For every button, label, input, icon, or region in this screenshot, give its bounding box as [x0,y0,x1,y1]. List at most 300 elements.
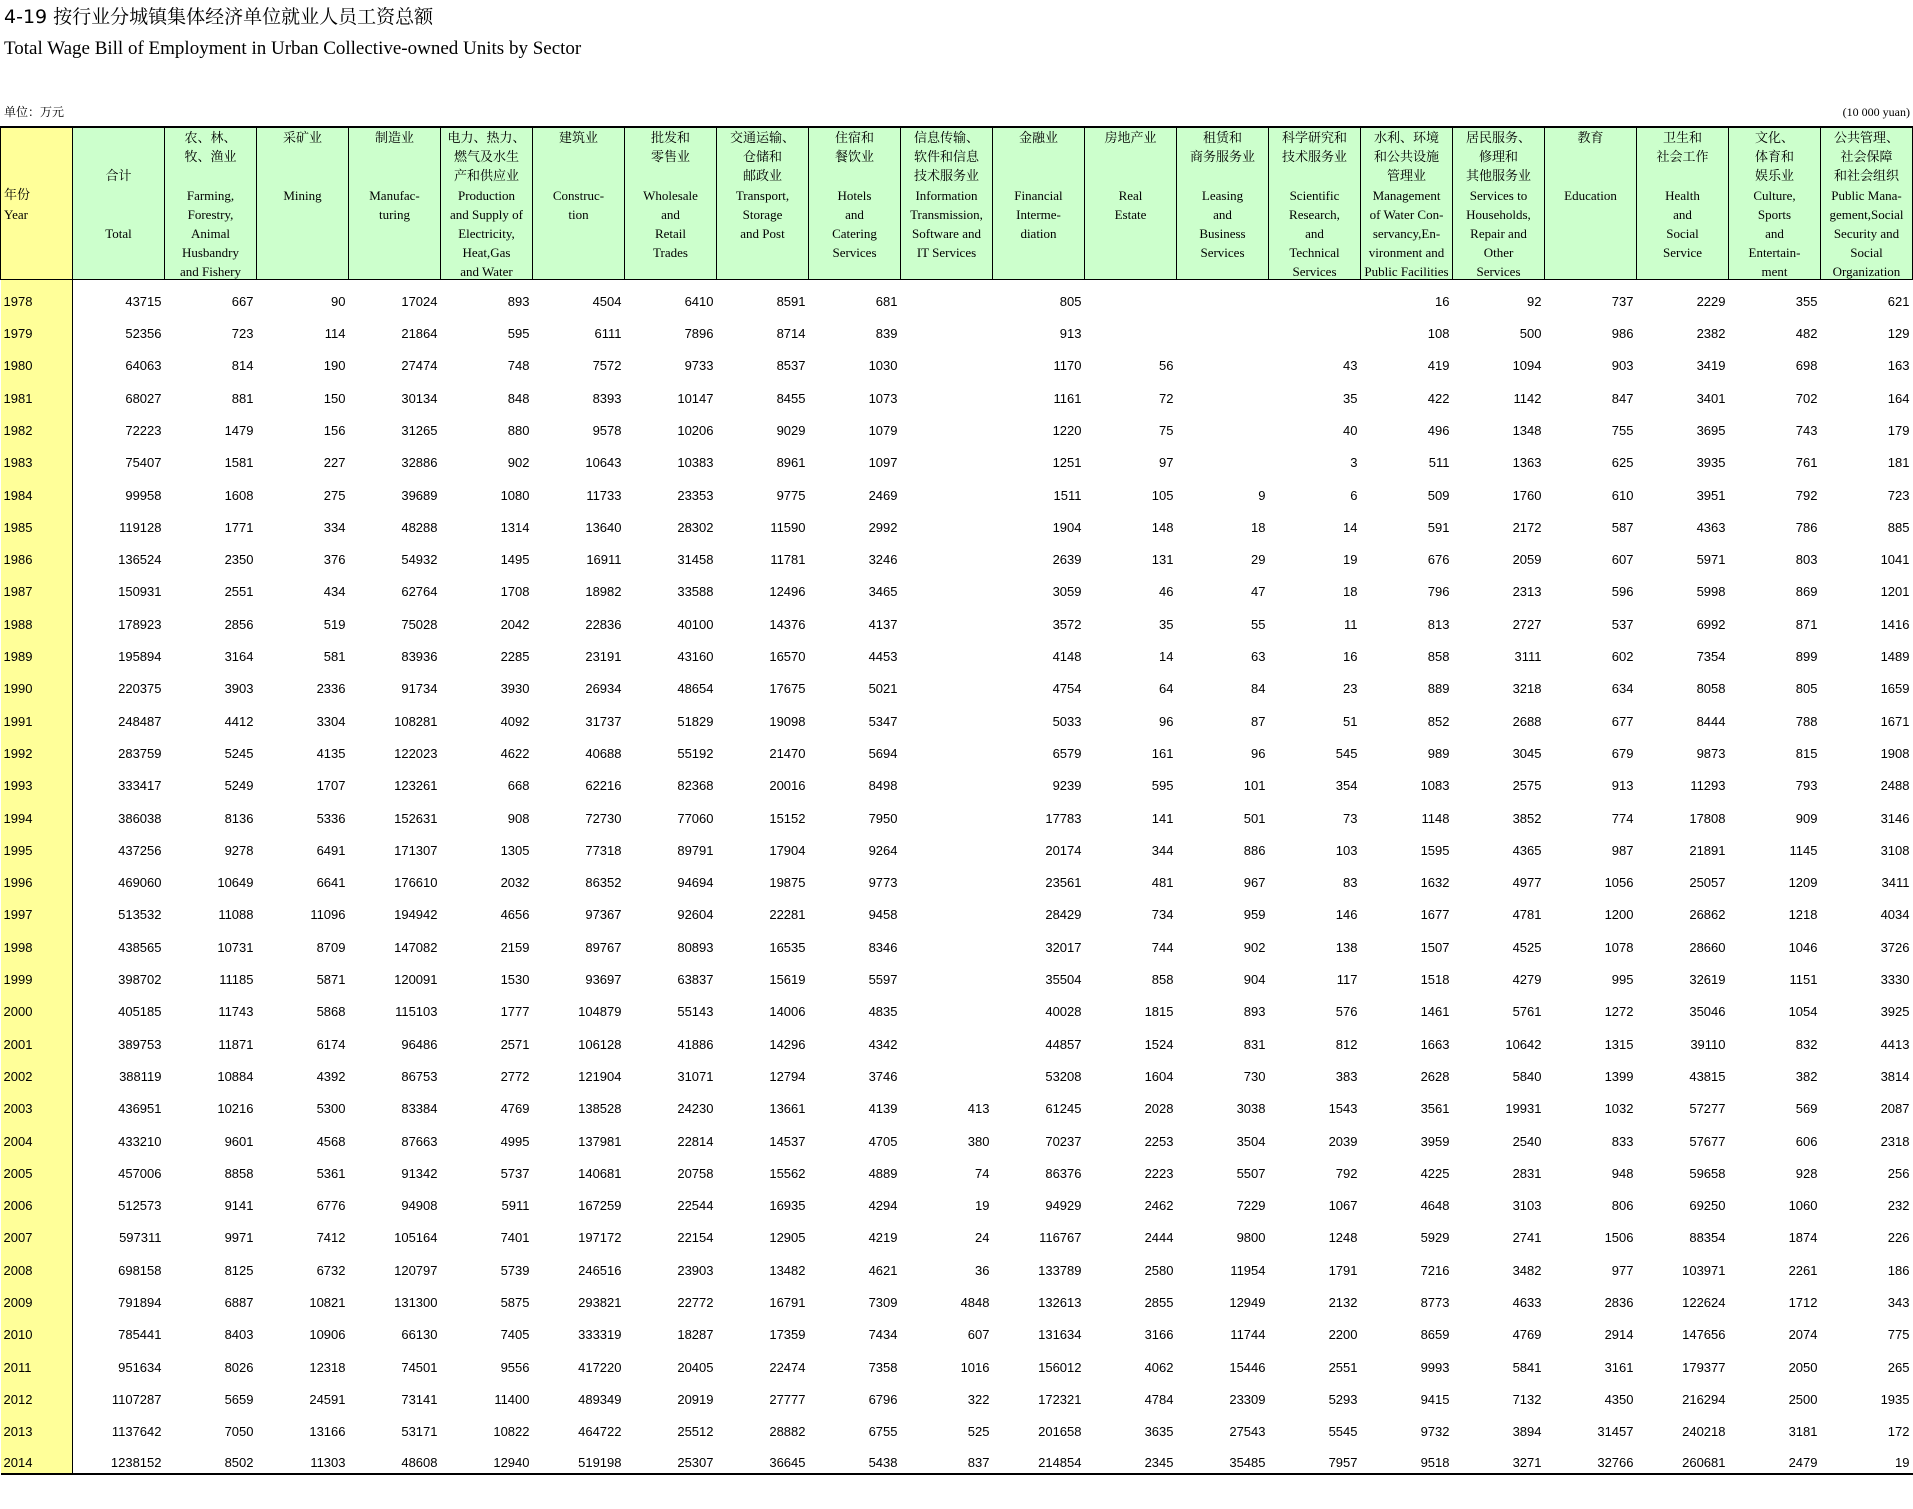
cell-electricity-gas-water: 1314 [500,519,530,535]
cell-education: 1272 [1604,1004,1634,1020]
cell-education: 913 [1611,778,1634,794]
cell-hotels-catering: 1030 [868,358,898,374]
col-header-en-line: Services [832,245,877,260]
cell-information-software [901,1022,993,1054]
cell-scientific-research: 2039 [1328,1133,1358,1149]
cell-total: 436951 [118,1101,162,1117]
table-row [1,1345,1913,1377]
cell-public-management: 3146 [1880,810,1910,826]
cell-public-management: 1041 [1880,552,1910,568]
cell-hotels-catering: 4342 [868,1036,898,1052]
cell-water-environment: 9415 [1420,1391,1450,1407]
cell-electricity-gas-water: 880 [507,422,530,438]
cell-hotels-catering: 7309 [868,1295,898,1310]
table-row [1,602,1913,634]
col-header-box [257,128,348,279]
cell-scientific-research: 83 [1343,875,1358,891]
col-header-box [717,128,808,279]
cell-manufacturing: 171307 [394,842,438,858]
col-header-zh-line: 管理业 [1386,169,1426,184]
cell-financial-intermediation: 9239 [1052,778,1082,794]
cell-construction: 16911 [586,552,622,568]
col-header-zh-label [257,129,348,148]
cell-electricity-gas-water: 5737 [500,1165,530,1181]
cell-construction: 140681 [578,1165,622,1181]
year-cell: 1989 [1,635,73,667]
cell-health-social: 260681 [1637,1442,1729,1474]
cell-education: 4350 [1604,1391,1634,1407]
table-header [1,127,1913,280]
cell-water-environment: 9993 [1420,1359,1450,1375]
col-header-zh-line: 建筑业 [558,131,598,146]
cell-wholesale-retail: 7896 [684,326,714,342]
cell-manufacturing: 75028 [401,616,438,632]
cell-electricity-gas-water: 902 [507,455,530,471]
cell-farming-forestry: 8502 [165,1442,257,1474]
cell-information-software [901,312,993,344]
table-row [1,699,1913,731]
cell-total: 283759 [118,745,162,761]
cell-total: 68027 [125,390,162,406]
col-header-en-line: Construc- [552,188,605,203]
year-cell: 2000 [1,990,73,1022]
cell-hotels-catering: 4835 [868,1004,898,1020]
cell-culture-sports: 1712 [1788,1295,1818,1310]
cell-farming-forestry: 8026 [224,1359,254,1375]
col-header-en-line: and Supply of [450,207,523,222]
cell-hotels-catering: 1073 [868,390,898,406]
cell-culture-sports: 793 [1795,778,1818,794]
col-header-en-line: and Post [740,226,785,241]
cell-public-management: 2488 [1880,778,1910,794]
cell-real-estate: 1524 [1144,1036,1174,1052]
cell-transport-storage-post: 9775 [776,487,806,503]
cell-leasing-business: 831 [1243,1036,1266,1052]
col-header-manufacturing [349,127,441,280]
cell-real-estate: 3166 [1144,1327,1174,1343]
cell-household-services: 2313 [1512,584,1542,600]
col-header-en-line: Software and [912,226,981,241]
cell-wholesale-retail: 9733 [684,358,714,374]
cell-transport-storage-post: 14296 [769,1036,806,1052]
cell-household-services: 92 [1527,293,1542,309]
cell-public-management: 1416 [1880,616,1910,632]
cell-culture-sports: 803 [1795,552,1818,568]
cell-electricity-gas-water: 2159 [500,939,530,955]
cell-public-management: 1935 [1880,1391,1910,1407]
table-row [1,1410,1913,1442]
cell-culture-sports: 702 [1795,390,1818,406]
col-header-en-label [717,186,808,243]
cell-financial-intermediation: 1170 [1053,358,1082,374]
cell-water-environment: 511 [1428,455,1450,471]
cell-hotels-catering: 7950 [868,810,898,826]
cell-information-software: 413 [967,1101,990,1117]
col-header-en-line: Other [1483,245,1514,260]
cell-manufacturing: 115103 [395,1004,438,1020]
cell-household-services: 2059 [1512,552,1542,568]
cell-wholesale-retail: 43160 [677,649,714,665]
table-row [1,1216,1913,1248]
cell-education: 1506 [1604,1230,1634,1246]
cell-construction: 72730 [585,810,622,826]
cell-wholesale-retail: 28302 [677,519,714,535]
col-header-hotels-catering [809,127,901,280]
cell-mining: 2336 [316,681,346,697]
cell-hotels-catering: 1079 [868,422,898,438]
cell-mining: 5300 [316,1101,346,1117]
cell-farming-forestry: 3164 [224,649,254,665]
year-cell: 2002 [1,1055,73,1087]
cell-household-services: 1142 [1513,390,1542,406]
col-header-zh-line: 修理和 [1478,150,1518,165]
cell-scientific-research: 2200 [1328,1327,1358,1343]
col-header-box [993,128,1084,279]
cell-farming-forestry: 8125 [224,1262,254,1278]
cell-mining: 434 [323,584,346,600]
cell-real-estate: 858 [1151,972,1174,988]
cell-transport-storage-post: 13661 [769,1101,806,1117]
cell-wholesale-retail: 23903 [677,1262,714,1278]
cell-real-estate: 4784 [1144,1391,1174,1407]
cell-scientific-research [1269,312,1361,344]
cell-wholesale-retail: 22544 [677,1198,714,1214]
cell-public-management: 164 [1887,390,1910,406]
cell-farming-forestry: 2856 [224,616,254,632]
cell-farming-forestry: 11185 [219,972,254,988]
col-header-en-line: Security and [1833,226,1900,241]
cell-transport-storage-post: 17359 [769,1327,806,1343]
cell-scientific-research: 16 [1343,649,1358,665]
col-header-box [1361,128,1452,279]
col-header-zh-line: 其他服务业 [1465,169,1531,184]
cell-farming-forestry: 1581 [224,455,254,471]
cell-mining: 4568 [316,1133,346,1149]
cell-water-environment: 858 [1427,649,1450,665]
cell-wholesale-retail: 80893 [677,939,714,955]
cell-mining: 10821 [309,1295,346,1310]
cell-health-social: 240218 [1682,1424,1726,1440]
cell-water-environment: 9518 [1361,1442,1453,1474]
cell-electricity-gas-water: 4995 [500,1133,530,1149]
cell-leasing-business: 18 [1251,519,1266,535]
cell-household-services: 5841 [1512,1359,1542,1375]
cell-household-services: 1363 [1512,455,1542,471]
cell-household-services: 2688 [1512,713,1542,729]
cell-education: 1200 [1604,907,1634,923]
col-header-zh-line: 公共管理、 [1833,131,1899,146]
cell-construction: 167259 [578,1198,622,1214]
cell-public-management: 181 [1887,455,1910,471]
cell-education: 596 [1611,584,1634,600]
cell-hotels-catering: 8346 [868,939,898,955]
cell-culture-sports: 2479 [1729,1442,1821,1474]
col-header-box [1729,128,1820,279]
cell-education: 634 [1611,681,1634,697]
cell-hotels-catering: 4219 [868,1230,898,1246]
cell-farming-forestry: 11743 [218,1004,254,1020]
col-header-en-line: Services [1476,264,1521,279]
cell-real-estate: 131 [1151,552,1174,568]
cell-hotels-catering: 1097 [868,455,898,471]
cell-household-services: 4279 [1512,972,1542,988]
cell-public-management: 1659 [1880,681,1910,697]
header-row [1,127,1913,280]
cell-electricity-gas-water: 5875 [500,1295,530,1310]
cell-construction: 89767 [585,939,622,955]
cell-farming-forestry: 1771 [224,519,254,535]
col-header-zh-line: 燃气及水生 [453,150,519,165]
col-header-year [1,127,73,280]
col-header-en-line: Interme- [1016,207,1061,222]
cell-construction: 62216 [585,778,622,794]
col-header-zh-line: 采矿业 [282,131,322,146]
cell-total: 43715 [125,293,162,309]
cell-leasing-business: 904 [1243,972,1266,988]
year-cell: 2012 [1,1378,73,1410]
cell-farming-forestry: 7050 [224,1424,254,1440]
year-cell: 1987 [1,570,73,602]
cell-education: 737 [1611,293,1634,309]
cell-farming-forestry: 2551 [224,584,254,600]
cell-construction: 489349 [578,1391,622,1407]
cell-total: 951634 [118,1359,162,1375]
cell-water-environment: 108 [1427,326,1450,342]
cell-construction: 13640 [585,519,622,535]
cell-information-software [901,376,993,408]
cell-education: 602 [1611,649,1634,665]
cell-transport-storage-post: 22281 [769,907,806,923]
year-cell: 2008 [1,1248,73,1280]
cell-scientific-research: 138 [1335,939,1358,955]
cell-information-software [901,344,993,376]
cell-financial-intermediation: 70237 [1045,1133,1082,1149]
col-header-zh-line: 零售业 [650,150,690,165]
cell-culture-sports: 1874 [1788,1230,1818,1246]
cell-transport-storage-post: 21470 [769,745,806,761]
cell-education: 1078 [1604,939,1634,955]
cell-mining: 8709 [316,939,346,955]
col-header-zh-line: 卫生和 [1662,131,1702,146]
cell-health-social: 43815 [1689,1068,1726,1084]
cell-scientific-research: 545 [1335,745,1358,761]
cell-construction: 97367 [585,907,622,923]
col-header-zh-line: 批发和 [650,131,690,146]
cell-education: 774 [1611,810,1634,826]
col-header-en-line: Forestry, [187,207,234,222]
cell-total: 513532 [118,907,162,923]
cell-water-environment: 1677 [1420,907,1450,923]
cell-culture-sports: 788 [1795,713,1818,729]
cell-real-estate: 595 [1151,778,1174,794]
cell-leasing-business: 12949 [1229,1295,1266,1310]
cell-electricity-gas-water: 2285 [500,649,530,665]
cell-real-estate: 2345 [1085,1442,1177,1474]
cell-total: 597311 [119,1230,162,1246]
col-header-en-line: and [845,207,864,222]
cell-household-services: 3852 [1512,810,1542,826]
cell-electricity-gas-water: 1777 [500,1004,530,1020]
cell-mining: 6174 [316,1036,346,1052]
col-header-real-estate [1085,127,1177,280]
cell-wholesale-retail: 25512 [677,1424,714,1440]
cell-total: 438565 [118,939,162,955]
col-header-en-label [1085,186,1176,224]
cell-construction: 197172 [578,1230,622,1246]
col-header-box [1177,128,1268,279]
year-cell: 1986 [1,538,73,570]
col-header-en-line: and [661,207,680,222]
cell-water-environment: 676 [1427,552,1450,568]
cell-financial-intermediation: 23561 [1045,875,1082,891]
col-header-zh-line: 电力、热力、 [447,131,526,146]
cell-education: 977 [1611,1262,1634,1278]
cell-transport-storage-post: 28882 [769,1424,806,1440]
col-header-en-line: vironment and [1368,245,1445,260]
cell-wholesale-retail: 89791 [677,842,714,858]
cell-culture-sports: 606 [1795,1133,1818,1149]
cell-electricity-gas-water: 4092 [500,713,530,729]
cell-scientific-research: 23 [1343,681,1358,697]
cell-total: 333417 [118,778,162,794]
cell-construction: 246516 [578,1262,622,1278]
table-row [1,1442,1913,1474]
col-header-en-label [1729,186,1820,280]
cell-mining: 275 [323,487,346,503]
col-header-zh-line: 餐饮业 [834,150,874,165]
cell-hotels-catering: 4705 [868,1133,898,1149]
cell-scientific-research: 146 [1335,907,1358,923]
cell-mining: 10906 [309,1327,346,1343]
col-header-en-line: Transmission, [910,207,983,222]
cell-electricity-gas-water: 668 [507,778,530,794]
col-header-en-line: Services [1292,264,1337,279]
cell-education: 1315 [1604,1036,1634,1052]
cell-transport-storage-post: 12905 [769,1230,806,1246]
cell-mining: 190 [323,358,346,374]
col-header-zh-label [1085,129,1176,148]
cell-information-software [901,280,993,312]
col-header-zh-line: 商务服务业 [1189,150,1255,165]
col-header-en-line: Production [457,188,516,203]
col-header-box [441,128,532,279]
cell-total: 457006 [118,1165,162,1181]
cell-hotels-catering: 7434 [868,1327,898,1343]
cell-financial-intermediation: 3059 [1052,584,1082,600]
col-header-zh-line: 住宿和 [834,131,874,146]
col-header-en-line: ment [1761,264,1788,279]
col-header-zh-line: 娱乐业 [1754,169,1794,184]
cell-real-estate: 2028 [1144,1101,1174,1117]
year-cell: 1997 [1,893,73,925]
cell-financial-intermediation: 913 [1059,326,1082,342]
cell-culture-sports: 1145 [1789,842,1818,858]
cell-scientific-research: 5293 [1328,1391,1358,1407]
col-header-zh-label [1545,129,1636,148]
cell-electricity-gas-water: 7401 [500,1230,530,1246]
cell-leasing-business [1177,441,1269,473]
col-header-en-line: Culture, [1753,188,1796,203]
cell-transport-storage-post: 14537 [769,1133,806,1149]
cell-financial-intermediation: 61245 [1045,1101,1082,1117]
cell-manufacturing: 94908 [401,1198,438,1214]
cell-total: 99958 [125,487,162,503]
cell-wholesale-retail: 20919 [677,1391,714,1407]
cell-farming-forestry: 881 [231,390,254,406]
cell-wholesale-retail: 31071 [677,1068,714,1084]
year-cell: 2009 [1,1281,73,1313]
cell-information-software [901,635,993,667]
cell-financial-intermediation: 133789 [1038,1262,1082,1278]
cell-information-software [901,1055,993,1087]
cell-culture-sports: 761 [1795,455,1818,471]
cell-farming-forestry: 10731 [217,939,254,955]
cell-total: 386038 [118,810,162,826]
cell-farming-forestry: 10884 [217,1068,254,1084]
cell-household-services: 3045 [1512,745,1542,761]
col-header-zh-line: 制造业 [374,131,414,146]
cell-leasing-business: 29 [1251,552,1266,568]
cell-culture-sports: 871 [1795,616,1818,632]
cell-education: 1032 [1604,1101,1634,1117]
cell-public-management: 343 [1887,1295,1910,1310]
cell-health-social: 2382 [1696,326,1726,342]
col-header-en-label [533,186,624,224]
col-header-zh-line: 和社会组织 [1833,169,1899,184]
col-header-zh-label [993,129,1084,148]
col-header-en-label [1545,186,1636,205]
cell-wholesale-retail: 31458 [677,552,714,568]
cell-culture-sports: 928 [1795,1165,1818,1181]
col-header-water-environment [1361,127,1453,280]
cell-culture-sports: 1209 [1788,875,1818,891]
cell-electricity-gas-water: 893 [507,293,530,309]
col-header-zh-label [73,167,164,186]
col-header-transport-storage-post [717,127,809,280]
table-row [1,1248,1913,1280]
cell-culture-sports: 1054 [1788,1004,1818,1020]
year-cell: 1988 [1,602,73,634]
cell-farming-forestry: 2350 [224,552,254,568]
col-header-en-label [257,186,348,205]
cell-scientific-research: 73 [1343,810,1358,826]
cell-health-social: 32619 [1689,972,1726,988]
cell-hotels-catering: 4621 [868,1262,898,1278]
cell-health-social: 59658 [1689,1165,1726,1181]
cell-water-environment: 7216 [1420,1262,1450,1278]
col-header-box [1821,128,1912,279]
col-header-zh-line: 软件和信息 [913,150,979,165]
cell-water-environment: 16 [1435,293,1450,309]
col-header-en-line: Manufac- [369,188,420,203]
col-header-financial-intermediation [993,127,1085,280]
cell-public-management: 232 [1887,1198,1910,1214]
cell-information-software [901,473,993,505]
cell-health-social: 122624 [1682,1295,1726,1310]
cell-manufacturing: 176610 [394,875,438,891]
cell-manufacturing: 48288 [401,519,438,535]
table-row [1,538,1913,570]
cell-leasing-business: 11954 [1230,1262,1266,1278]
cell-farming-forestry: 9141 [224,1198,254,1214]
cell-total: 220375 [118,681,162,697]
col-header-en-line: gement,Social [1829,207,1904,222]
cell-water-environment: 8659 [1420,1327,1450,1343]
cell-education: 1056 [1604,875,1634,891]
cell-information-software: 837 [901,1442,993,1474]
cell-public-management: 2318 [1880,1133,1910,1149]
cell-total: 64063 [125,358,162,374]
